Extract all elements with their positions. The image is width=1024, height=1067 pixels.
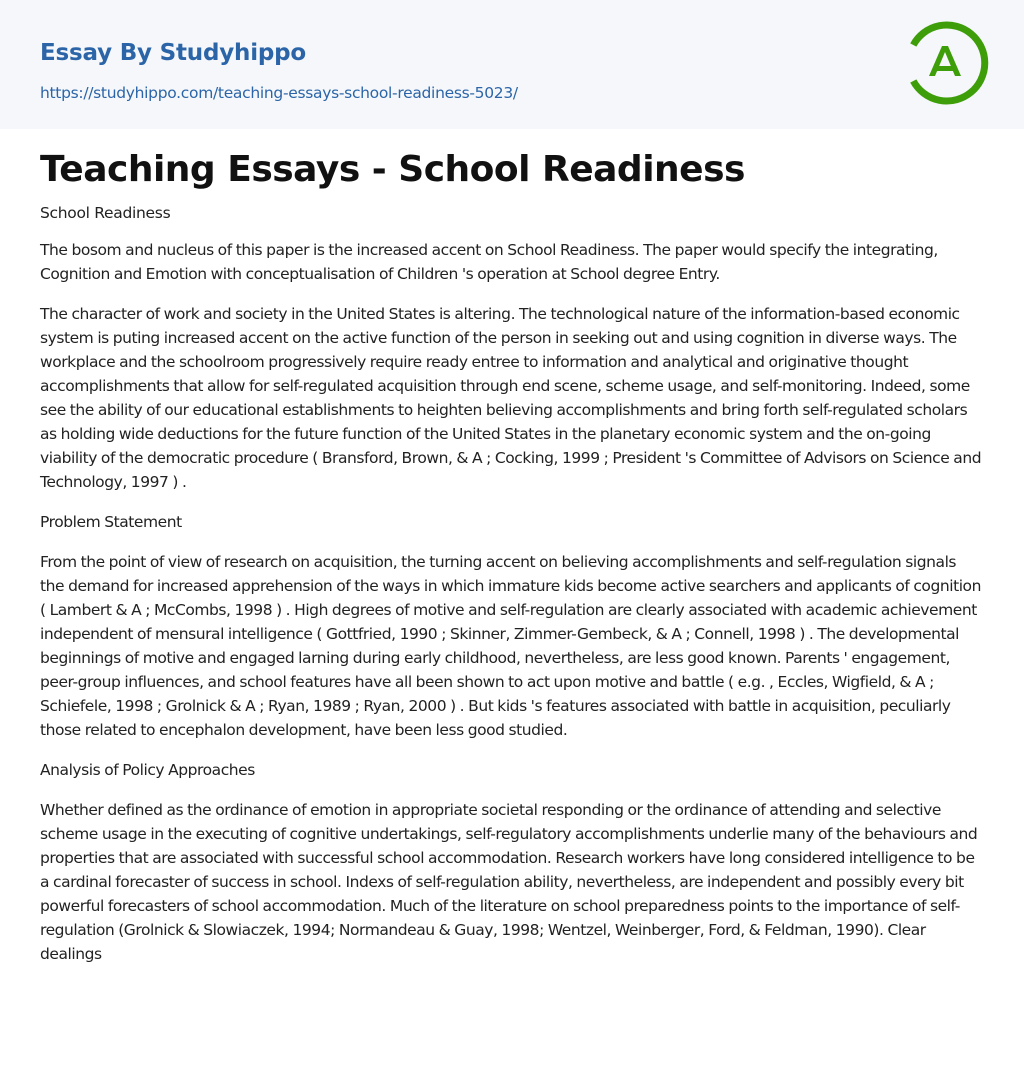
article-subtitle: School Readiness	[40, 204, 171, 222]
section-heading-analysis: Analysis of Policy Approaches	[40, 761, 255, 779]
site-header	[0, 0, 1024, 129]
section-heading-problem-statement: Problem Statement	[40, 513, 182, 531]
paragraph-context: The character of work and society in the United States is altering. The technological nature of the information-based economic system is puting increased accent on the active function of the person in seeking out and using cognition in diverse ways. The workplace and the schoolroom progressively require ready entree to information and analytical and originative thought accomplishments that allow for self-regulated acquisition through end scene, scheme usage, and self-monitoring. Indeed, some see the ability of our educational establishments to heighten believing accomplishments and bring forth self-regulated scholars as holding wide deductions for the future function of the United States in the planetary economic system and the on-going viability of the democratic procedure ( Bransford, Brown, & A ; Cocking, 1999 ; President 's Committee of Advisors on Science and Technology, 1997 ) .	[40, 305, 982, 491]
brand-title: Essay By Studyhippo	[40, 40, 307, 66]
paragraph-analysis: Whether defined as the ordinance of emotion in appropriate societal responding or the ordinance of attending and selective scheme usage in the executing of cognitive undertakings, self-regulatory accomplishments underlie many of the behaviours and properties that are associated with successful school accommodation. Research workers have long considered intelligence to be a cardinal forecaster of success in school. Indexs of self-regulation ability, nevertheless, are independent and possibly every bit powerful forecasters of school accommodation. Much of the literature on school preparedness points to the importance of self-regulation (Grolnick & Slowiaczek, 1994; Normandeau & Guay, 1998; Wentzel, Weinberger, Ford, & Feldman, 1990). Clear dealings	[40, 801, 978, 963]
studyhippo-a-logo-icon[interactable]	[900, 18, 990, 108]
page-title: Teaching Essays - School Readiness	[40, 149, 745, 190]
paragraph-intro: The bosom and nucleus of this paper is the increased accent on School Readiness. The paper would specify the integrating, Cognition and Emotion with conceptualisation of Children 's operation at School degree Entry.	[40, 241, 938, 283]
article	[0, 148, 1024, 966]
essay-url-link[interactable]: https://studyhippo.com/teaching-essays-school-readiness-5023/	[40, 84, 518, 102]
paragraph-problem: From the point of view of research on acquisition, the turning accent on believing accomplishments and self-regulation signals the demand for increased apprehension of the ways in which immature kids become active searchers and applicants of cognition ( Lambert & A ; McCombs, 1998 ) . High degrees of motive and self-regulation are clearly associated with academic achievement independent of mensural intelligence ( Gottfried, 1990 ; Skinner, Zimmer-Gembeck, & A ; Connell, 1998 ) . The developmental beginnings of motive and engaged larning during early childhood, nevertheless, are less good known. Parents ' engagement, peer-group influences, and school features have all been shown to act upon motive and battle ( e.g. , Eccles, Wigfield, & A ; Schiefele, 1998 ; Grolnick & A ; Ryan, 1989 ; Ryan, 2000 ) . But kids 's features associated with battle in acquisition, peculiarly those related to encephalon development, have been less good studied.	[40, 553, 981, 739]
